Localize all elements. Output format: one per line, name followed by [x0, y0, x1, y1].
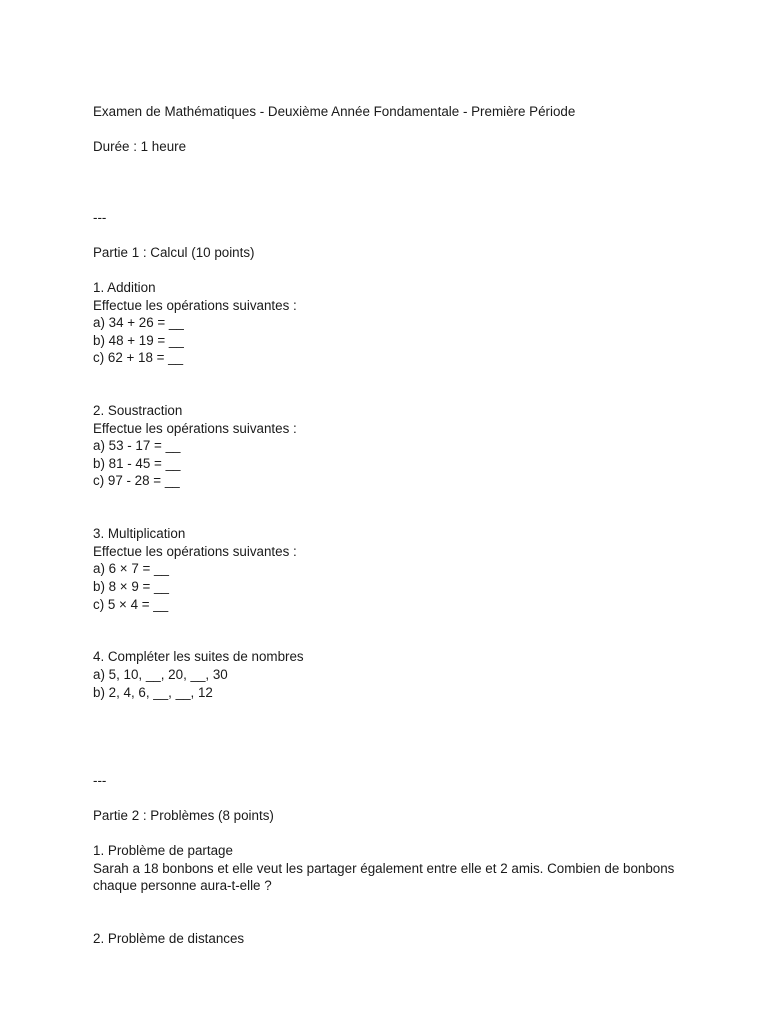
section-title-subtraction: 2. Soustraction — [93, 403, 183, 419]
spacer — [93, 490, 713, 525]
spacer — [93, 367, 713, 402]
exam-document — [93, 103, 713, 948]
spacer — [93, 261, 713, 279]
exercise-item: c) 97 - 28 = __ — [93, 473, 180, 489]
exercise-item: b) 8 × 9 = __ — [93, 579, 169, 595]
exercise-item: a) 6 × 7 = __ — [93, 561, 169, 577]
exercise-item: b) 2, 4, 6, __, __, 12 — [93, 684, 213, 700]
exercise-item: c) 62 + 18 = __ — [93, 350, 184, 366]
exercise-item: b) 48 + 19 = __ — [93, 332, 184, 348]
separator: --- — [93, 209, 107, 225]
exercise-item: c) 5 × 4 = __ — [93, 596, 169, 612]
spacer — [93, 613, 713, 648]
section-instruction: Effectue les opérations suivantes : — [93, 420, 297, 436]
problem-text-sharing: Sarah a 18 bonbons et elle veut les partager également entre elle et 2 amis. Combien de bonbons chaque personne aura-t-elle ? — [93, 860, 675, 894]
section-instruction: Effectue les opérations suivantes : — [93, 543, 297, 559]
exercise-item: b) 81 - 45 = __ — [93, 455, 181, 471]
problem-title-sharing: 1. Problème de partage — [93, 842, 233, 858]
exercise-item: a) 5, 10, __, 20, __, 30 — [93, 667, 228, 683]
exercise-item: a) 34 + 26 = __ — [93, 315, 184, 331]
spacer — [93, 156, 713, 209]
exam-title: Examen de Mathématiques - Deuxième Année Fondamentale - Première Période — [93, 104, 576, 119]
separator: --- — [93, 772, 107, 788]
spacer — [93, 121, 713, 139]
exercise-item: a) 53 - 17 = __ — [93, 438, 181, 454]
section-title-addition: 1. Addition — [93, 279, 156, 295]
problem-title-distances: 2. Problème de distances — [93, 930, 245, 946]
exam-duration: Durée : 1 heure — [93, 139, 187, 155]
part2-title: Partie 2 : Problèmes (8 points) — [93, 807, 274, 823]
spacer — [93, 701, 713, 771]
section-title-multiplication: 3. Multiplication — [93, 526, 186, 542]
part1-title: Partie 1 : Calcul (10 points) — [93, 244, 255, 260]
spacer — [93, 789, 713, 807]
section-title-sequences: 4. Compléter les suites de nombres — [93, 649, 304, 665]
spacer — [93, 226, 713, 244]
spacer — [93, 895, 713, 930]
section-instruction: Effectue les opérations suivantes : — [93, 297, 297, 313]
spacer — [93, 824, 713, 842]
